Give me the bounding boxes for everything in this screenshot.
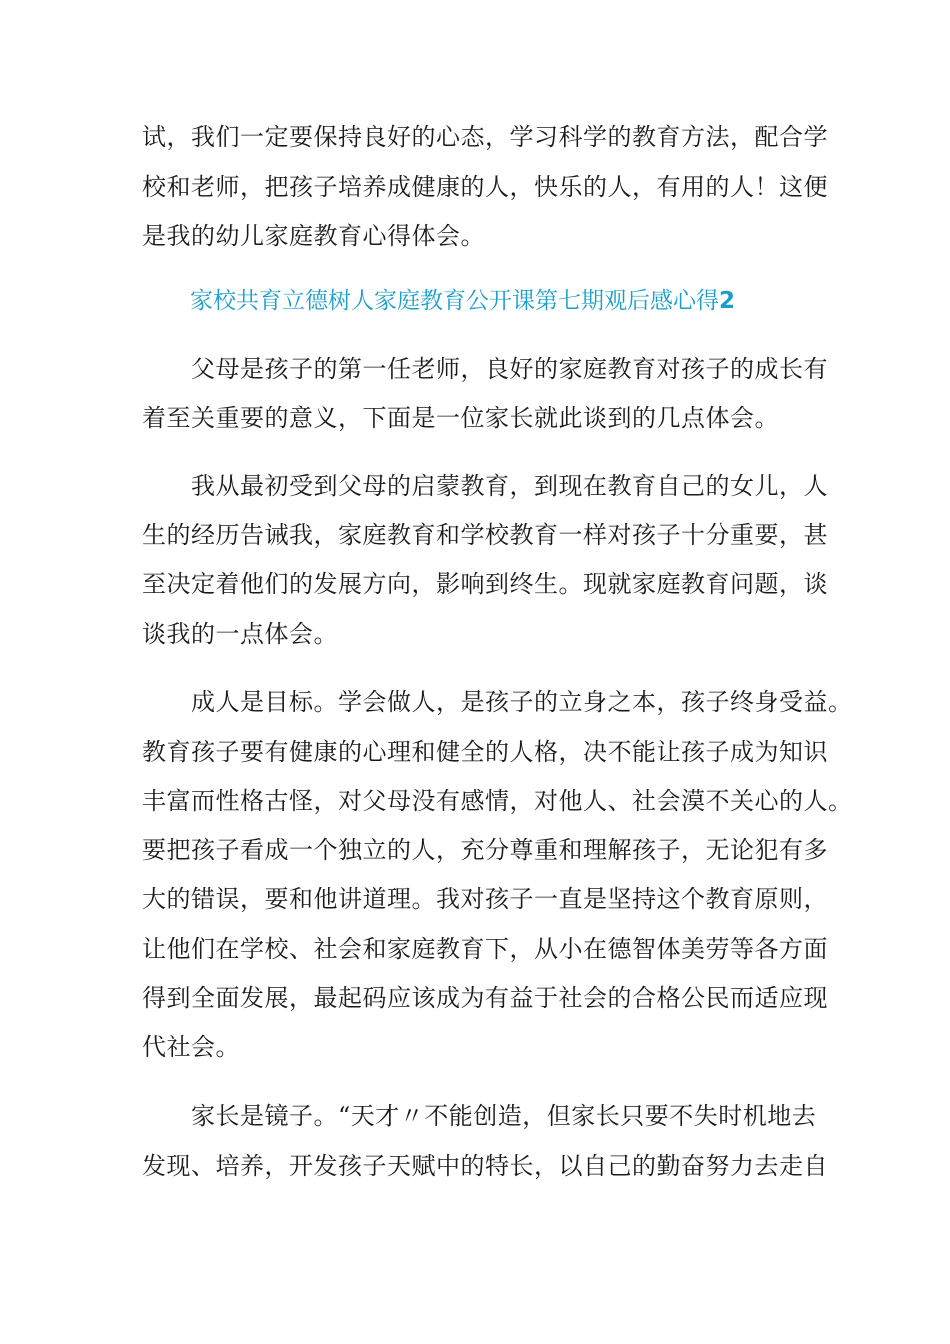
heading-text: 家校共育立德树人家庭教育公开课第七期观后感心得 <box>190 288 719 314</box>
text-line: 校和老师，把孩子培养成健康的人，快乐的人，有用的人！这便 <box>142 173 828 201</box>
text-line: 大的错误，要和他讲道理。我对孩子一直是坚持这个教育原则， <box>142 885 828 913</box>
text-line: 教育孩子要有健康的心理和健全的人格，决不能让孩子成为知识 <box>142 738 828 766</box>
text-line: 着至关重要的意义，下面是一位家长就此谈到的几点体会。 <box>142 404 779 432</box>
text-line: 我从最初受到父母的启蒙教育，到现在教育自己的女儿，人 <box>191 472 828 500</box>
text-line: 丰富而性格古怪，对父母没有感情，对他人、社会漠不关心的人。 <box>142 787 853 815</box>
section-heading <box>190 286 735 316</box>
text-line: 至决定着他们的发展方向，影响到终生。现就家庭教育问题，谈 <box>142 570 828 598</box>
text-line: 父母是孩子的第一任老师，良好的家庭教育对孩子的成长有 <box>191 355 828 383</box>
text-line: 让他们在学校、社会和家庭教育下，从小在德智体美劳等各方面 <box>142 935 828 963</box>
text-line: 代社会。 <box>142 1033 240 1061</box>
text-line: 试，我们一定要保持良好的心态，学习科学的教育方法，配合学 <box>142 123 828 151</box>
text-line: 是我的幼儿家庭教育心得体会。 <box>142 222 485 250</box>
text-line: 家长是镜子。“天才〃不能创造，但家长只要不失时机地去 <box>191 1102 817 1130</box>
text-line: 谈我的一点体会。 <box>142 620 338 648</box>
text-line: 得到全面发展，最起码应该成为有益于社会的合格公民而适应现 <box>142 984 828 1012</box>
text-line: 生的经历告诫我，家庭教育和学校教育一样对孩子十分重要，甚 <box>142 521 828 549</box>
text-line: 发现、培养，开发孩子天赋中的特长，以自己的勤奋努力去走自 <box>142 1152 828 1180</box>
heading-number: 2 <box>719 288 736 314</box>
text-line: 要把孩子看成一个独立的人，充分尊重和理解孩子，无论犯有多 <box>142 836 828 864</box>
text-line: 成人是目标。学会做人，是孩子的立身之本，孩子终身受益。 <box>191 688 853 716</box>
